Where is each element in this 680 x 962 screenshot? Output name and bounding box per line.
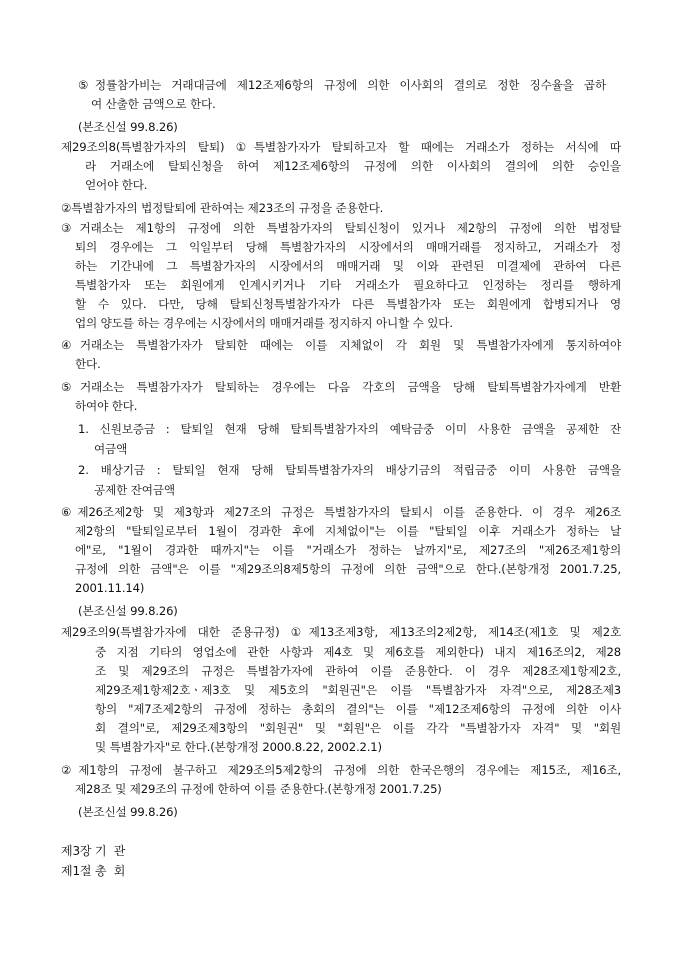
article-29-9-line-4: 제29조제1항제2호ㆍ제3호 및 제5호의 "회원권"은 이를 "특별참가자 자격"으로, 제28조제3 [95, 683, 621, 697]
article-29-8-para-6-line-2: 제2항의 "탈퇴일로부터 1월이 경과한 후에 지체없이"는 이를 "탈퇴일 이후 거래소가 정하는 날 [75, 524, 621, 538]
article-29-8-para-3-line-2: 퇴의 경우에는 그 익일부터 당해 특별참가자의 시장에서의 매매거래를 정지하고, 거래소가 정 [75, 240, 621, 254]
article-29-8-heading-line: 제29조의8(특별참가자의 탈퇴) ①특별참가자가 탈퇴하고자 할 때에는 거래소가 정하는 서식에 따 [61, 140, 621, 154]
article-29-8-para-4-line-2: 한다. [75, 357, 101, 371]
list-item-2-line-2: 공제한 잔여금액 [94, 483, 175, 497]
article-29-8-para-3-line-3: 하는 기간내에 그 특별참가자의 시장에서의 매매거래 및 이와 관련된 미결제에 관하여 다른 [75, 259, 621, 273]
section-heading: 제1절 총 회 [61, 864, 126, 878]
article-29-8-para-2: ②특별참가자의 법정탈퇴에 관하여는 제23조의 규정을 준용한다. [61, 201, 384, 215]
article-29-8-para-3-line-5: 할 수 있다. 다만, 당해 탈퇴신청특별참가자가 다른 특별참가자 또는 회원에게 합병되거나 영 [75, 297, 621, 311]
article-29-9-line-6: 회 결의"로, 제29조제3항의 "회원권" 및 "회원"은 이를 각각 "특별참가자 자격" 및 "회원 [95, 721, 621, 735]
article-29-9-line-3: 조 및 제29조의 규정은 특별참가자에 관하여 이를 준용한다. 이 경우 제28조제1항제2호, [95, 664, 621, 678]
article-29-8-para-4-line-1: ④거래소는 특별참가자가 탈퇴한 때에는 이를 지체없이 각 회원 및 특별참가자에게 통지하여야 [61, 338, 621, 352]
article-29-8-para-3-line-1: ③거래소는 제1항의 규정에 의한 특별참가자의 탈퇴신청이 있거나 제2항의 규정에 의한 법정탈 [61, 221, 621, 235]
para-5-line-2: 여 산출한 금액으로 한다. [91, 97, 216, 111]
article-29-9-line-2: 중 지점 기타의 영업소에 관한 사항과 제4호 및 제6호를 제외한다) 내지 제16조의2, 제28 [95, 645, 621, 659]
article-29-8-para-6-line-5: 2001.11.14) [75, 581, 145, 595]
article-29-9-para-2-line-1: ②제1항의 규정에 불구하고 제29조의5제2항의 규정에 의한 한국은행의 경우에는 제15조, 제16조, [61, 763, 621, 777]
article-29-8-para-6-line-1: ⑥제26조제2항 및 제3항과 제27조의 규정은 특별참가자의 탈퇴시 이를 준용한다. 이 경우 제26조 [61, 505, 621, 519]
article-29-9-line-5: 항의 "제7조제2항의 규정에 정하는 총회의 결의"는 이를 "제12조제6항의 규정에 의한 이사 [95, 702, 621, 716]
article-29-8-para-3-line-4: 특별참가자 또는 회원에게 인계시키거나 기타 거래소가 필요하다고 인정하는 정리를 행하게 [75, 278, 621, 292]
amendment-note: (본조신설 99.8.26) [78, 805, 178, 819]
list-item-1-line-2: 여금액 [94, 442, 128, 456]
list-item-2-line-1: 2. 배상기금 : 탈퇴일 현재 당해 탈퇴특별참가자의 배상기금의 적립금중 이미 사용한 금액을 [78, 463, 621, 477]
article-29-8-para-5-line-1: ⑤거래소는 특별참가자가 탈퇴하는 경우에는 다음 각호의 금액을 당해 탈퇴특별참가자에게 반환 [61, 380, 621, 394]
article-29-8-para-6-line-4: 규정에 의한 금액"은 이를 "제29조의8제5항의 규정에 의한 금액"으로 한다.(본항개정 2001.7.25, [75, 562, 621, 576]
article-29-8-line-2: 라 거래소에 탈퇴신청을 하여 제12조제6항의 규정에 의한 이사회의 결의에 의한 승인을 [85, 159, 621, 173]
article-29-8-line-3: 얻어야 한다. [85, 178, 148, 192]
amendment-note: (본조신설 99.8.26) [78, 604, 178, 618]
article-29-9-heading-line: 제29조의9(특별참가자에 대한 준용규정) ①제13조제3항, 제13조의2제2항, 제14조(제1호 및 제2호 [61, 625, 621, 639]
article-29-9-para-2-line-2: 제28조 및 제29조의 규정에 한하여 이를 준용한다.(본항개정 2001.7.25) [75, 782, 442, 796]
amendment-note: (본조신설 99.8.26) [78, 120, 178, 134]
article-29-8-para-6-line-3: 에"로, "1월이 경과한 때까지"는 이를 "거래소가 정하는 날까지"로, 제27조의 "제26조제1항의 [75, 543, 621, 557]
para-5-line-1: ⑤정률참가비는 거래대금에 제12조제6항의 규정에 의한 이사회의 결의로 정한 징수율을 곱하 [78, 78, 606, 92]
article-29-8-para-5-line-2: 하여야 한다. [75, 399, 138, 413]
list-item-1-line-1: 1. 신원보증금 : 탈퇴일 현재 당해 탈퇴특별참가자의 예탁금중 이미 사용한 금액을 공제한 잔 [78, 422, 621, 436]
article-29-8-para-3-line-6: 업의 양도를 하는 경우에는 시장에서의 매매거래를 정지하지 아니할 수 있다. [75, 316, 453, 330]
chapter-heading: 제3장 기 관 [61, 844, 126, 858]
article-29-9-line-7: 및 특별참가자"로 한다.(본항개정 2000.8.22, 2002.2.1) [95, 740, 382, 754]
